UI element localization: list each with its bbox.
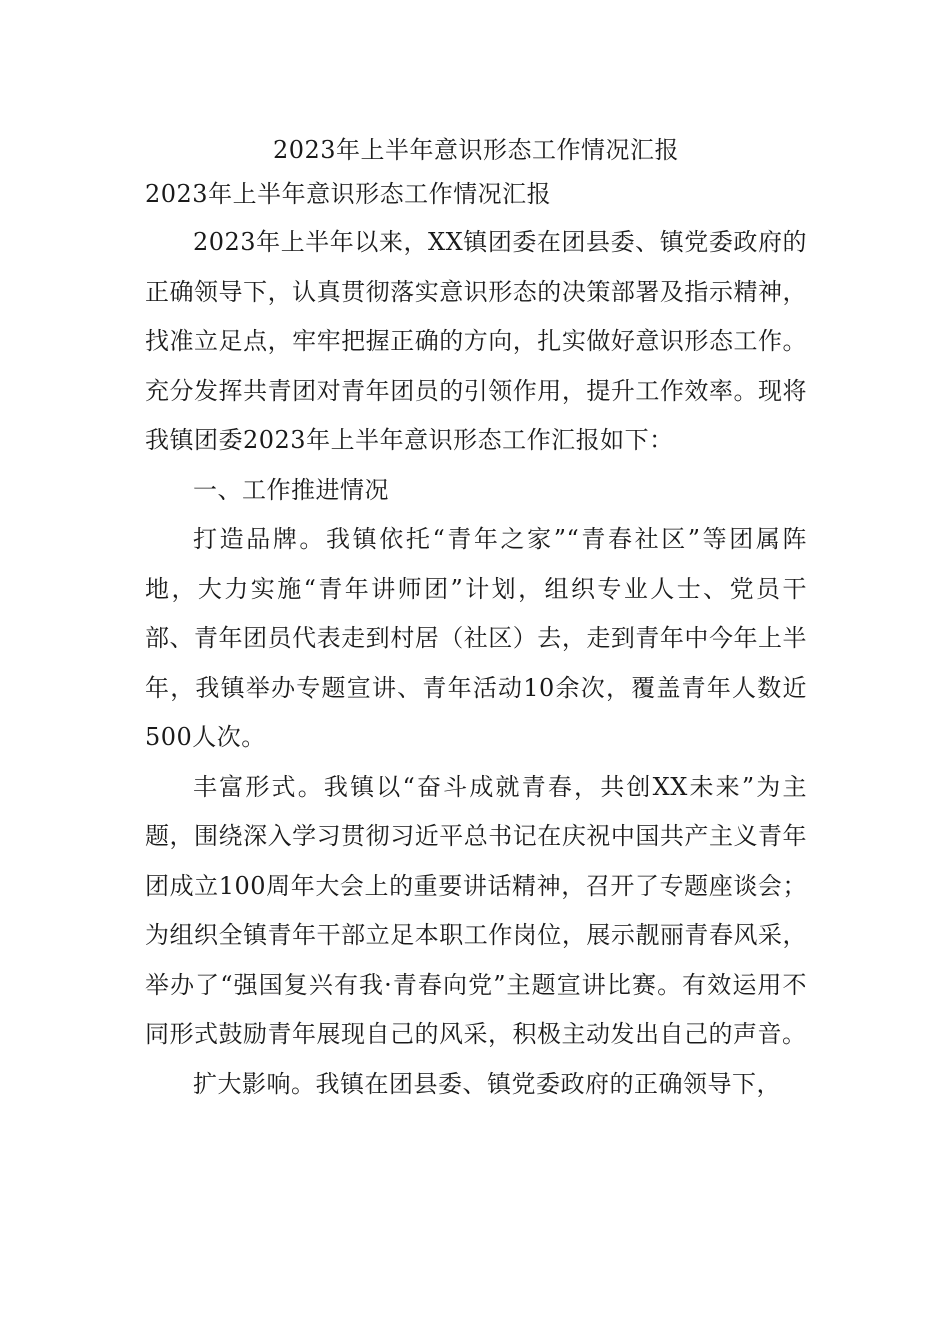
- paragraph-influence: 扩大影响。我镇在团县委、镇党委政府的正确领导下，: [193, 1069, 781, 1098]
- document-subtitle: 2023年上半年意识形态工作情况汇报: [145, 180, 552, 208]
- document-title: 2023年上半年意识形态工作情况汇报: [272, 136, 680, 164]
- intro-paragraph: 2023年上半年以来，XX镇团委在团县委、镇党委政府的正确领导下，认真贯彻落实意识形态的决策部署及指示精神，找准立足点，牢牢把握正确的方向，扎实做好意识形态工作。充分发挥共青团对青年团员的引领作用，提升工作效率。现将我镇团委2023年上半年意识形态工作汇报如下：: [145, 228, 807, 454]
- section-heading-work-progress: 一、工作推进情况: [193, 475, 389, 504]
- paragraph-form: 丰富形式。我镇以“奋斗成就青春，共创XX未来”为主题，围绕深入学习贯彻习近平总书记在庆祝中国共产主义青年团成立100周年大会上的重要讲话精神，召开了专题座谈会；为组织全镇青年干部立足本职工作岗位，展示靓丽青春风采，举办了“强国复兴有我·青春向党”主题宣讲比赛。有效运用不同形式鼓励青年展现自己的风采，积极主动发出自己的声音。: [145, 772, 807, 1048]
- paragraph-brand: 打造品牌。我镇依托“青年之家”“青春社区”等团属阵地，大力实施“青年讲师团”计划，组织专业人士、党员干部、青年团员代表走到村居（社区）去，走到青年中今年上半年，我镇举办专题宣讲、青年活动10余次，覆盖青年人数近500人次。: [145, 525, 807, 751]
- document-page: [145, 128, 807, 1109]
